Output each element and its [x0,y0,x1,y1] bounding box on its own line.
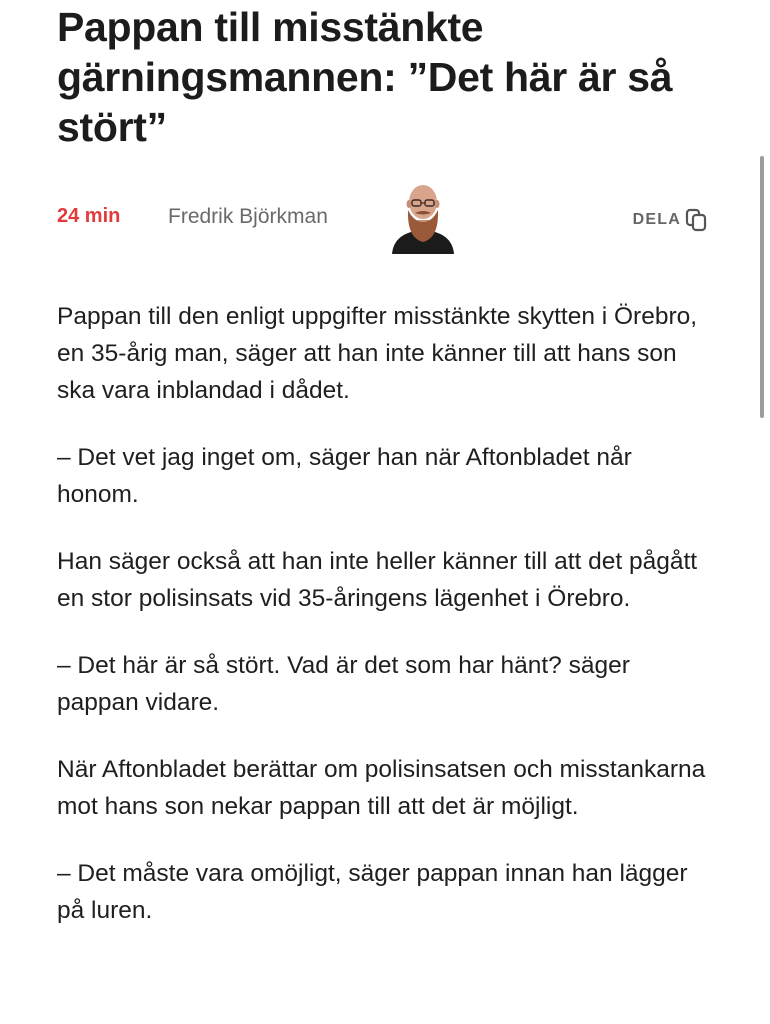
article-paragraph: Pappan till den enligt uppgifter misstänkte skytten i Örebro, en 35-årig man, säger att han inte känner till att hans son ska vara inblandad i dådet. [57,303,698,404]
byline [57,180,717,256]
scrollbar[interactable] [760,156,764,418]
article-paragraph: Han säger också att han inte heller känner till att det pågått en stor polisinsats vid 35-åringens lägenhet i Örebro. [57,548,698,612]
author-avatar[interactable] [388,180,458,254]
author-name[interactable]: Fredrik Björkman [168,205,328,228]
article-paragraph: – Det vet jag inget om, säger han när Aftonbladet når honom. [57,444,632,508]
article-body [57,298,717,959]
share-label: DELA [632,211,681,228]
article-paragraph: – Det måste vara omöjligt, säger pappan innan han lägger på luren. [57,860,688,924]
article-paragraph: – Det här är så stört. Vad är det som har hänt? säger pappan vidare. [57,652,630,716]
article-headline: Pappan till misstänkte gärningsmannen: ”Det här är så stört” [57,4,673,150]
article-paragraph: När Aftonbladet berättar om polisinsatsen och misstankarna mot hans son nekar pappan till att det är möjligt. [57,756,706,820]
share-button[interactable] [633,208,707,232]
read-time: 24 min [57,205,121,227]
copy-icon [685,208,707,232]
